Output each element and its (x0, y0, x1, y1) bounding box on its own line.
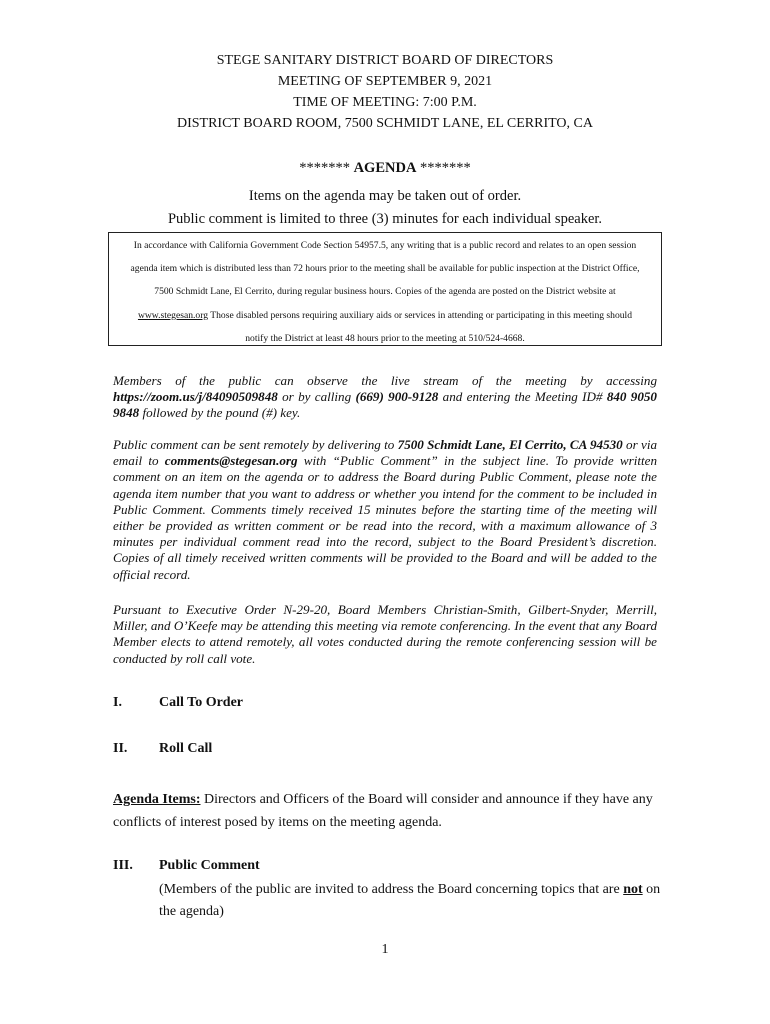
stars-left: ******* (299, 160, 350, 176)
comments-email[interactable]: comments@stegesan.org (164, 453, 298, 469)
meeting-date: MEETING OF SEPTEMBER 9, 2021 (277, 74, 493, 89)
meeting-location: DISTRICT BOARD ROOM, 7500 SCHMIDT LANE, EL CERRITO, CA (176, 116, 593, 131)
section-number: III. (113, 858, 133, 873)
notice-line-2: agenda item which is distributed less than 72 hours prior to the meeting shall be available for public inspection at the District Office, (130, 263, 640, 275)
district-address: 7500 Schmidt Lane, El Cerrito, CA 94530 (397, 437, 623, 452)
public-comment-description (159, 879, 669, 923)
comment-limit-note: Public comment is limited to three (3) minutes for each individual speaker. (167, 211, 603, 227)
agenda-title (60, 160, 710, 177)
section-number: II. (113, 741, 128, 756)
public-comment-text-1: (Members of the public are invited to address the Board concerning topics that are (159, 882, 624, 897)
order-note: Items on the agenda may be taken out of order. (248, 188, 522, 204)
section-call-to-order (113, 695, 243, 711)
page-number: 1 (381, 942, 389, 957)
meeting-id: 840 9050 9848 (113, 389, 657, 421)
agenda-items-paragraph (113, 788, 657, 834)
stars-right: ******* (420, 160, 471, 176)
not-emphasis: not (623, 882, 643, 897)
notice-line-1: In accordance with California Government Code Section 54957.5, any writing that is a public record and relates to an open session (133, 240, 637, 251)
executive-order-paragraph: Pursuant to Executive Order N-29-20, Board Members Christian-Smith, Gilbert-Snyder, Merrill, Miller, and O’Keefe may be attending this meeting via remote conferencing. In the event that any Board Member elects to attend remotely, all votes conducted during the remote conferencing session will be conducted by roll call vote. (113, 602, 657, 666)
board-title: STEGE SANITARY DISTRICT BOARD OF DIRECTORS (216, 53, 554, 68)
call-in-number: (669) 900-9128 (355, 389, 439, 405)
livestream-paragraph (113, 373, 657, 422)
livestream-text-4: followed by the pound (#) key. (139, 405, 301, 421)
agenda-items-text: Directors and Officers of the Board will consider and announce if they have any conflicts of interest posed by items on the meeting agenda. (113, 792, 653, 830)
notice-line-5: notify the District at least 48 hours prior to the meeting at 510/524-4668. (245, 332, 525, 344)
public-comment-text-2: on the agenda) (159, 882, 661, 919)
meeting-header (60, 50, 710, 134)
livestream-text-3: and entering the Meeting ID# (438, 389, 607, 405)
livestream-text-1: Members of the public can observe the live stream of the meeting by accessing (113, 373, 657, 388)
agenda-items-label: Agenda Items: (113, 792, 201, 807)
public-records-notice (108, 232, 662, 346)
section-number: I. (113, 695, 122, 710)
section-title: Call To Order (159, 695, 244, 710)
remote-comment-text-1: Public comment can be sent remotely by delivering to (113, 437, 398, 452)
section-roll-call (113, 741, 212, 757)
section-public-comment (113, 858, 260, 874)
remote-comment-paragraph (113, 437, 657, 583)
meeting-time: TIME OF MEETING: 7:00 P.M. (293, 95, 477, 110)
zoom-link[interactable]: https://zoom.us/j/84090509848 (113, 389, 278, 405)
section-title: Public Comment (159, 858, 260, 873)
notice-line-4-text: Those disabled persons requiring auxiliary aids or services in attending or participating in this meeting should (208, 309, 633, 321)
section-title: Roll Call (159, 741, 213, 756)
agenda-notes (60, 185, 710, 231)
agenda-label: AGENDA (353, 160, 417, 176)
district-website-link[interactable]: www.stegesan.org (137, 309, 209, 321)
remote-comment-text-3: with “Public Comment” in the subject line. To provide written comment on an item on the agenda or to address the Board during Public Comment, please note the agenda item number that you want to address or whether you intend for the comment to be included in Public Comment. Comments timely received 15 minutes before the starting time of the meeting will either be provided as written comment or be read into the record, with a maximum allowance of 3 minutes per individual comment read into the record, subject to the Board President’s discretion. Copies of all timely received written comments will be provided to the Board and will be added to the official record. (113, 453, 658, 582)
notice-line-4 (109, 304, 661, 327)
notice-line-3: 7500 Schmidt Lane, El Cerrito, during regular business hours. Copies of the agenda are posted on the District website at (154, 286, 616, 298)
livestream-text-2: or by calling (277, 389, 356, 405)
remote-comment-text-2: or via email to (113, 437, 658, 469)
